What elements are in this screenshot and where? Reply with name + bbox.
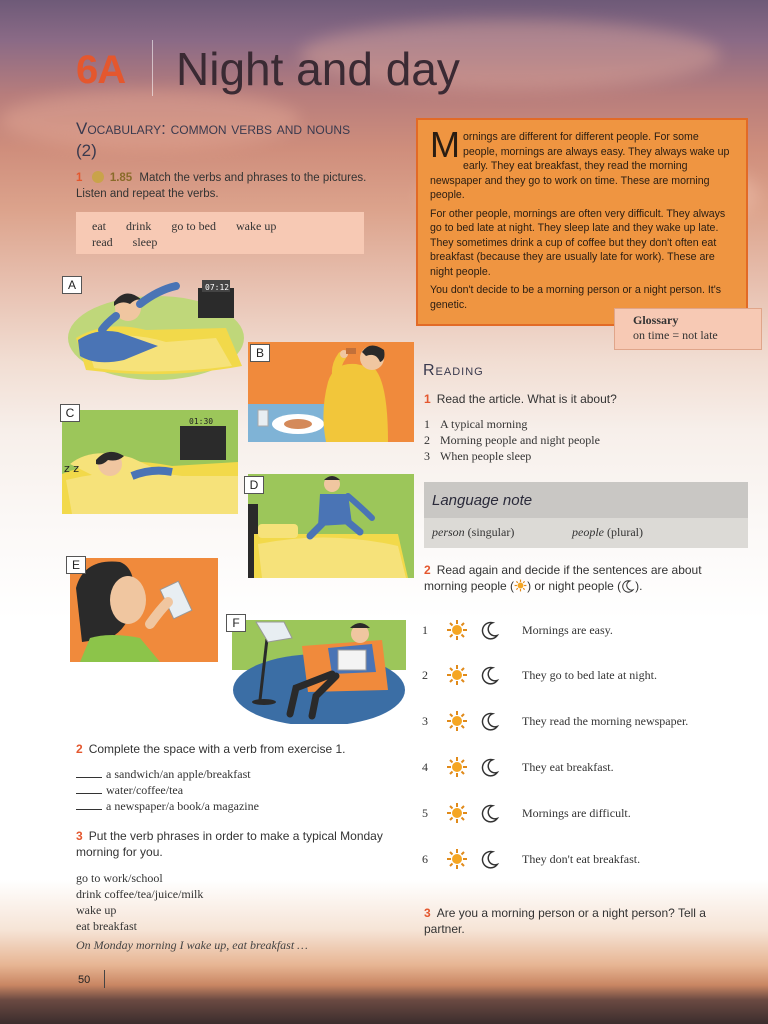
glossary-box bbox=[614, 308, 762, 350]
sentence-row: 5 Mornings are difficult. bbox=[422, 801, 631, 825]
picture-go-to-bed bbox=[248, 474, 414, 578]
exercise-number: 3 bbox=[76, 829, 83, 843]
sentence-row: 2 They go to bed late at night. bbox=[422, 663, 657, 687]
picture-read bbox=[232, 620, 406, 724]
picture-eat bbox=[248, 342, 414, 442]
moon-icon[interactable] bbox=[480, 849, 500, 869]
page-number: 50 bbox=[78, 974, 91, 986]
picture-label-d: D bbox=[244, 476, 264, 494]
drop-cap: M bbox=[430, 124, 460, 165]
exercise-number: 1 bbox=[76, 172, 83, 184]
reading-question-3 bbox=[424, 905, 744, 937]
verb-phrase: wake up bbox=[76, 903, 117, 917]
sun-icon[interactable] bbox=[446, 619, 468, 641]
plural-note: people (plural) bbox=[572, 525, 643, 539]
word: go to bed bbox=[171, 219, 217, 233]
article-text: ornings are different for different people. For some people, mornings are always easy. They always wake up early. They eat breakfast, they read the morning newspaper and they go to work on time. These are morning people. bbox=[430, 131, 730, 201]
exercise-2-items bbox=[76, 766, 259, 814]
blank-field[interactable] bbox=[76, 777, 102, 778]
moon-icon[interactable] bbox=[480, 620, 500, 640]
audio-cd-icon[interactable] bbox=[92, 171, 104, 183]
word: wake up bbox=[236, 219, 277, 233]
language-note-title: Language note bbox=[432, 492, 533, 509]
moon-icon[interactable] bbox=[480, 757, 500, 777]
article-paragraph: You don't decide to be a morning person or a night person. It's genetic. bbox=[430, 284, 722, 311]
audio-track: 1.85 bbox=[109, 172, 133, 184]
word: eat bbox=[92, 219, 106, 233]
unit-title: Night and day bbox=[176, 43, 460, 95]
exercise-2 bbox=[76, 742, 396, 756]
fill-in-item: water/coffee/tea bbox=[76, 782, 259, 798]
word: sleep bbox=[132, 235, 158, 249]
picture-sleep bbox=[62, 410, 238, 514]
exercise-instruction: Put the verb phrases in order to make a typical Monday morning for you. bbox=[76, 829, 383, 859]
answer-option[interactable]: 2 Morning people and night people bbox=[424, 433, 600, 447]
sentence-row: 3 They read the morning newspaper. bbox=[422, 709, 688, 733]
alarm-clock-display: 01:30 bbox=[189, 417, 214, 426]
glossary-entry: on time = not late bbox=[633, 328, 718, 342]
picture-label-b: B bbox=[250, 344, 270, 362]
question-text: Read the article. What is it about? bbox=[436, 392, 617, 406]
moon-icon[interactable] bbox=[480, 803, 500, 823]
reading-question-2: 2 Read again and decide if the sentences are about morning people ( ) or night people ( ). bbox=[424, 563, 702, 593]
exercise-1 bbox=[76, 170, 396, 202]
vocabulary-heading: Vocabulary: common verbs and nouns (2) bbox=[76, 119, 351, 160]
word-box bbox=[76, 212, 364, 254]
sun-icon[interactable] bbox=[446, 756, 468, 778]
answer-option[interactable]: 1 A typical morning bbox=[424, 417, 528, 431]
moon-icon[interactable] bbox=[480, 711, 500, 731]
blank-field[interactable] bbox=[76, 793, 102, 794]
alarm-clock-display: 07:12 bbox=[205, 283, 230, 292]
verb-phrase: go to work/school bbox=[76, 871, 163, 885]
exercise-number: 2 bbox=[76, 742, 83, 756]
title-divider bbox=[152, 40, 153, 96]
question-number: 1 bbox=[424, 392, 431, 406]
picture-drink bbox=[70, 558, 218, 662]
blank-field[interactable] bbox=[76, 809, 102, 810]
word-row bbox=[92, 218, 348, 234]
sentence-row: 4 They eat breakfast. bbox=[422, 755, 614, 779]
sun-icon[interactable] bbox=[446, 664, 468, 686]
example-sentence: On Monday morning I wake up, eat breakfast … bbox=[76, 938, 308, 952]
verb-phrase: drink coffee/tea/juice/milk bbox=[76, 887, 204, 901]
sentence-row: 1 Mornings are easy. bbox=[422, 618, 613, 642]
exercise-instruction: Match the verbs and phrases to the pictures. Listen and repeat the verbs. bbox=[76, 172, 367, 200]
reading-heading: Reading bbox=[423, 362, 484, 379]
sentence-row: 6 They don't eat breakfast. bbox=[422, 847, 640, 871]
unit-number: 6A bbox=[76, 48, 126, 92]
reading-article bbox=[416, 118, 748, 326]
picture-wake-up bbox=[66, 280, 246, 380]
question-text: Are you a morning person or a night person? Tell a partner. bbox=[424, 906, 706, 936]
sun-icon[interactable] bbox=[446, 710, 468, 732]
word: read bbox=[92, 235, 113, 249]
picture-label-c: C bbox=[60, 404, 80, 422]
svg-text:z z: z z bbox=[64, 462, 80, 475]
sun-icon[interactable] bbox=[446, 848, 468, 870]
language-note bbox=[424, 482, 748, 548]
picture-label-f: F bbox=[226, 614, 246, 632]
glossary-title: Glossary bbox=[633, 313, 679, 327]
sun-icon bbox=[514, 579, 527, 592]
singular-note: person (singular) bbox=[432, 525, 515, 539]
answer-options bbox=[424, 416, 600, 464]
moon-icon bbox=[621, 579, 635, 593]
question-number: 3 bbox=[424, 906, 431, 920]
answer-option[interactable]: 3 When people sleep bbox=[424, 449, 532, 463]
word: drink bbox=[126, 219, 152, 233]
article-paragraph: For other people, mornings are often very difficult. They always go to bed late at night. They sleep late and they wake up late. They sometimes drink a cup of coffee but they don't often eat breakfast (because they are usually late for work). These are night people. bbox=[430, 207, 726, 278]
fill-in-item: a newspaper/a book/a magazine bbox=[76, 798, 259, 814]
language-note-body bbox=[424, 518, 748, 548]
picture-label-a: A bbox=[62, 276, 82, 294]
exercise-instruction: Complete the space with a verb from exercise 1. bbox=[88, 742, 346, 756]
word-row bbox=[92, 234, 348, 250]
exercise-3-items bbox=[76, 870, 203, 934]
fill-in-item: a sandwich/an apple/breakfast bbox=[76, 766, 259, 782]
reading-question-1 bbox=[424, 392, 617, 406]
article-paragraph bbox=[430, 124, 734, 203]
sun-icon[interactable] bbox=[446, 802, 468, 824]
page-number-divider bbox=[104, 970, 105, 988]
exercise-3 bbox=[76, 828, 396, 860]
moon-icon[interactable] bbox=[480, 665, 500, 685]
question-number: 2 bbox=[424, 563, 431, 577]
verb-phrase: eat breakfast bbox=[76, 919, 137, 933]
picture-label-e: E bbox=[66, 556, 86, 574]
